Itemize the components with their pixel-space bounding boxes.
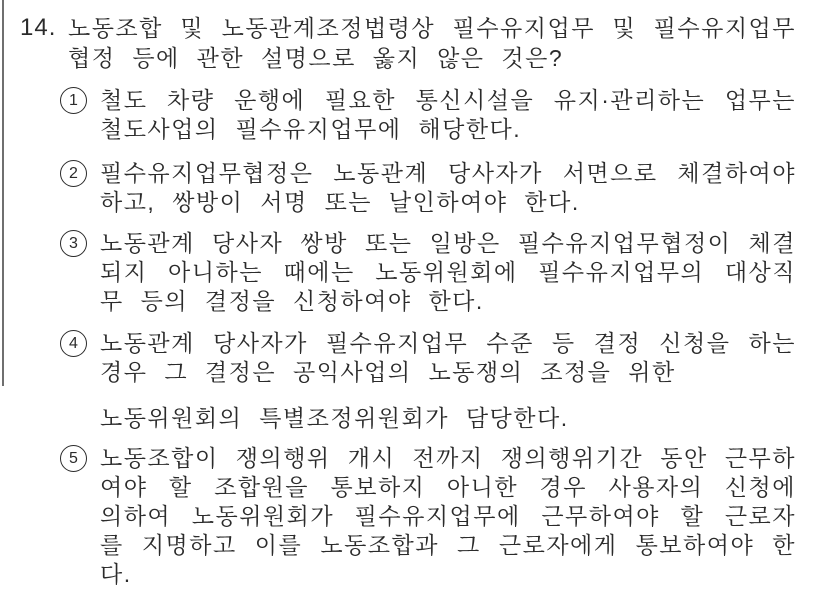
option-4-digit: 4 [69,334,78,352]
option-5-circled-number [60,445,87,472]
option-3-body [100,229,796,316]
option-1 [0,86,826,144]
option-5 [0,444,826,589]
option-5-digit: 5 [69,449,78,467]
option-1-circled-number [60,87,87,114]
option-5-body [100,444,796,589]
option-3-digit: 3 [69,234,78,252]
option-1-digit: 1 [69,91,78,109]
option-5-text: 노동조합이 쟁의행위 개시 전까지 쟁의행위기간 동안 근무하여야 할 조합원을 통보하지 아니한 경우 사용자의 신청에 의하여 노동위원회가 필수유지업무에 근무하여야 할 근로자를 지명하고 이를 노동조합과 그 근로자에게 통보하여야 한다. [100,445,796,587]
option-2-body [100,159,796,217]
column-divider-line [2,0,4,386]
option-2-text: 필수유지업무협정은 노동관계 당사자가 서면으로 체결하여야 하고, 쌍방이 서명 또는 날인하여야 한다. [100,160,796,215]
option-1-body [100,86,796,144]
option-2 [0,159,826,217]
option-4 [0,329,826,433]
option-4-body [100,329,796,433]
option-3 [0,229,826,316]
option-3-text: 노동관계 당사자 쌍방 또는 일방은 필수유지업무협정이 체결되지 아니하는 때에는 노동위원회에 필수유지업무의 대상직무 등의 결정을 신청하여야 한다. [100,230,796,314]
option-1-text: 철도 차량 운행에 필요한 통신시설을 유지·관리하는 업무는 철도사업의 필수유지업무에 해당한다. [100,87,796,142]
option-4-circled-number [60,330,87,357]
question-block [0,0,826,73]
option-3-circled-number [60,230,87,257]
question-number: 14. [20,14,57,41]
option-4-text-continued: 노동위원회의 특별조정위원회가 담당한다. [100,405,569,431]
option-4-text: 노동관계 당사자가 필수유지업무 수준 등 결정 신청을 하는 경우 그 결정은 공익사업의 노동쟁의 조정을 위한 [100,330,796,385]
option-2-circled-number [60,160,87,187]
option-2-digit: 2 [69,164,78,182]
question-text: 노동조합 및 노동관계조정법령상 필수유지업무 및 필수유지업무협정 등에 관한 설명으로 옳지 않은 것은? [68,15,796,71]
